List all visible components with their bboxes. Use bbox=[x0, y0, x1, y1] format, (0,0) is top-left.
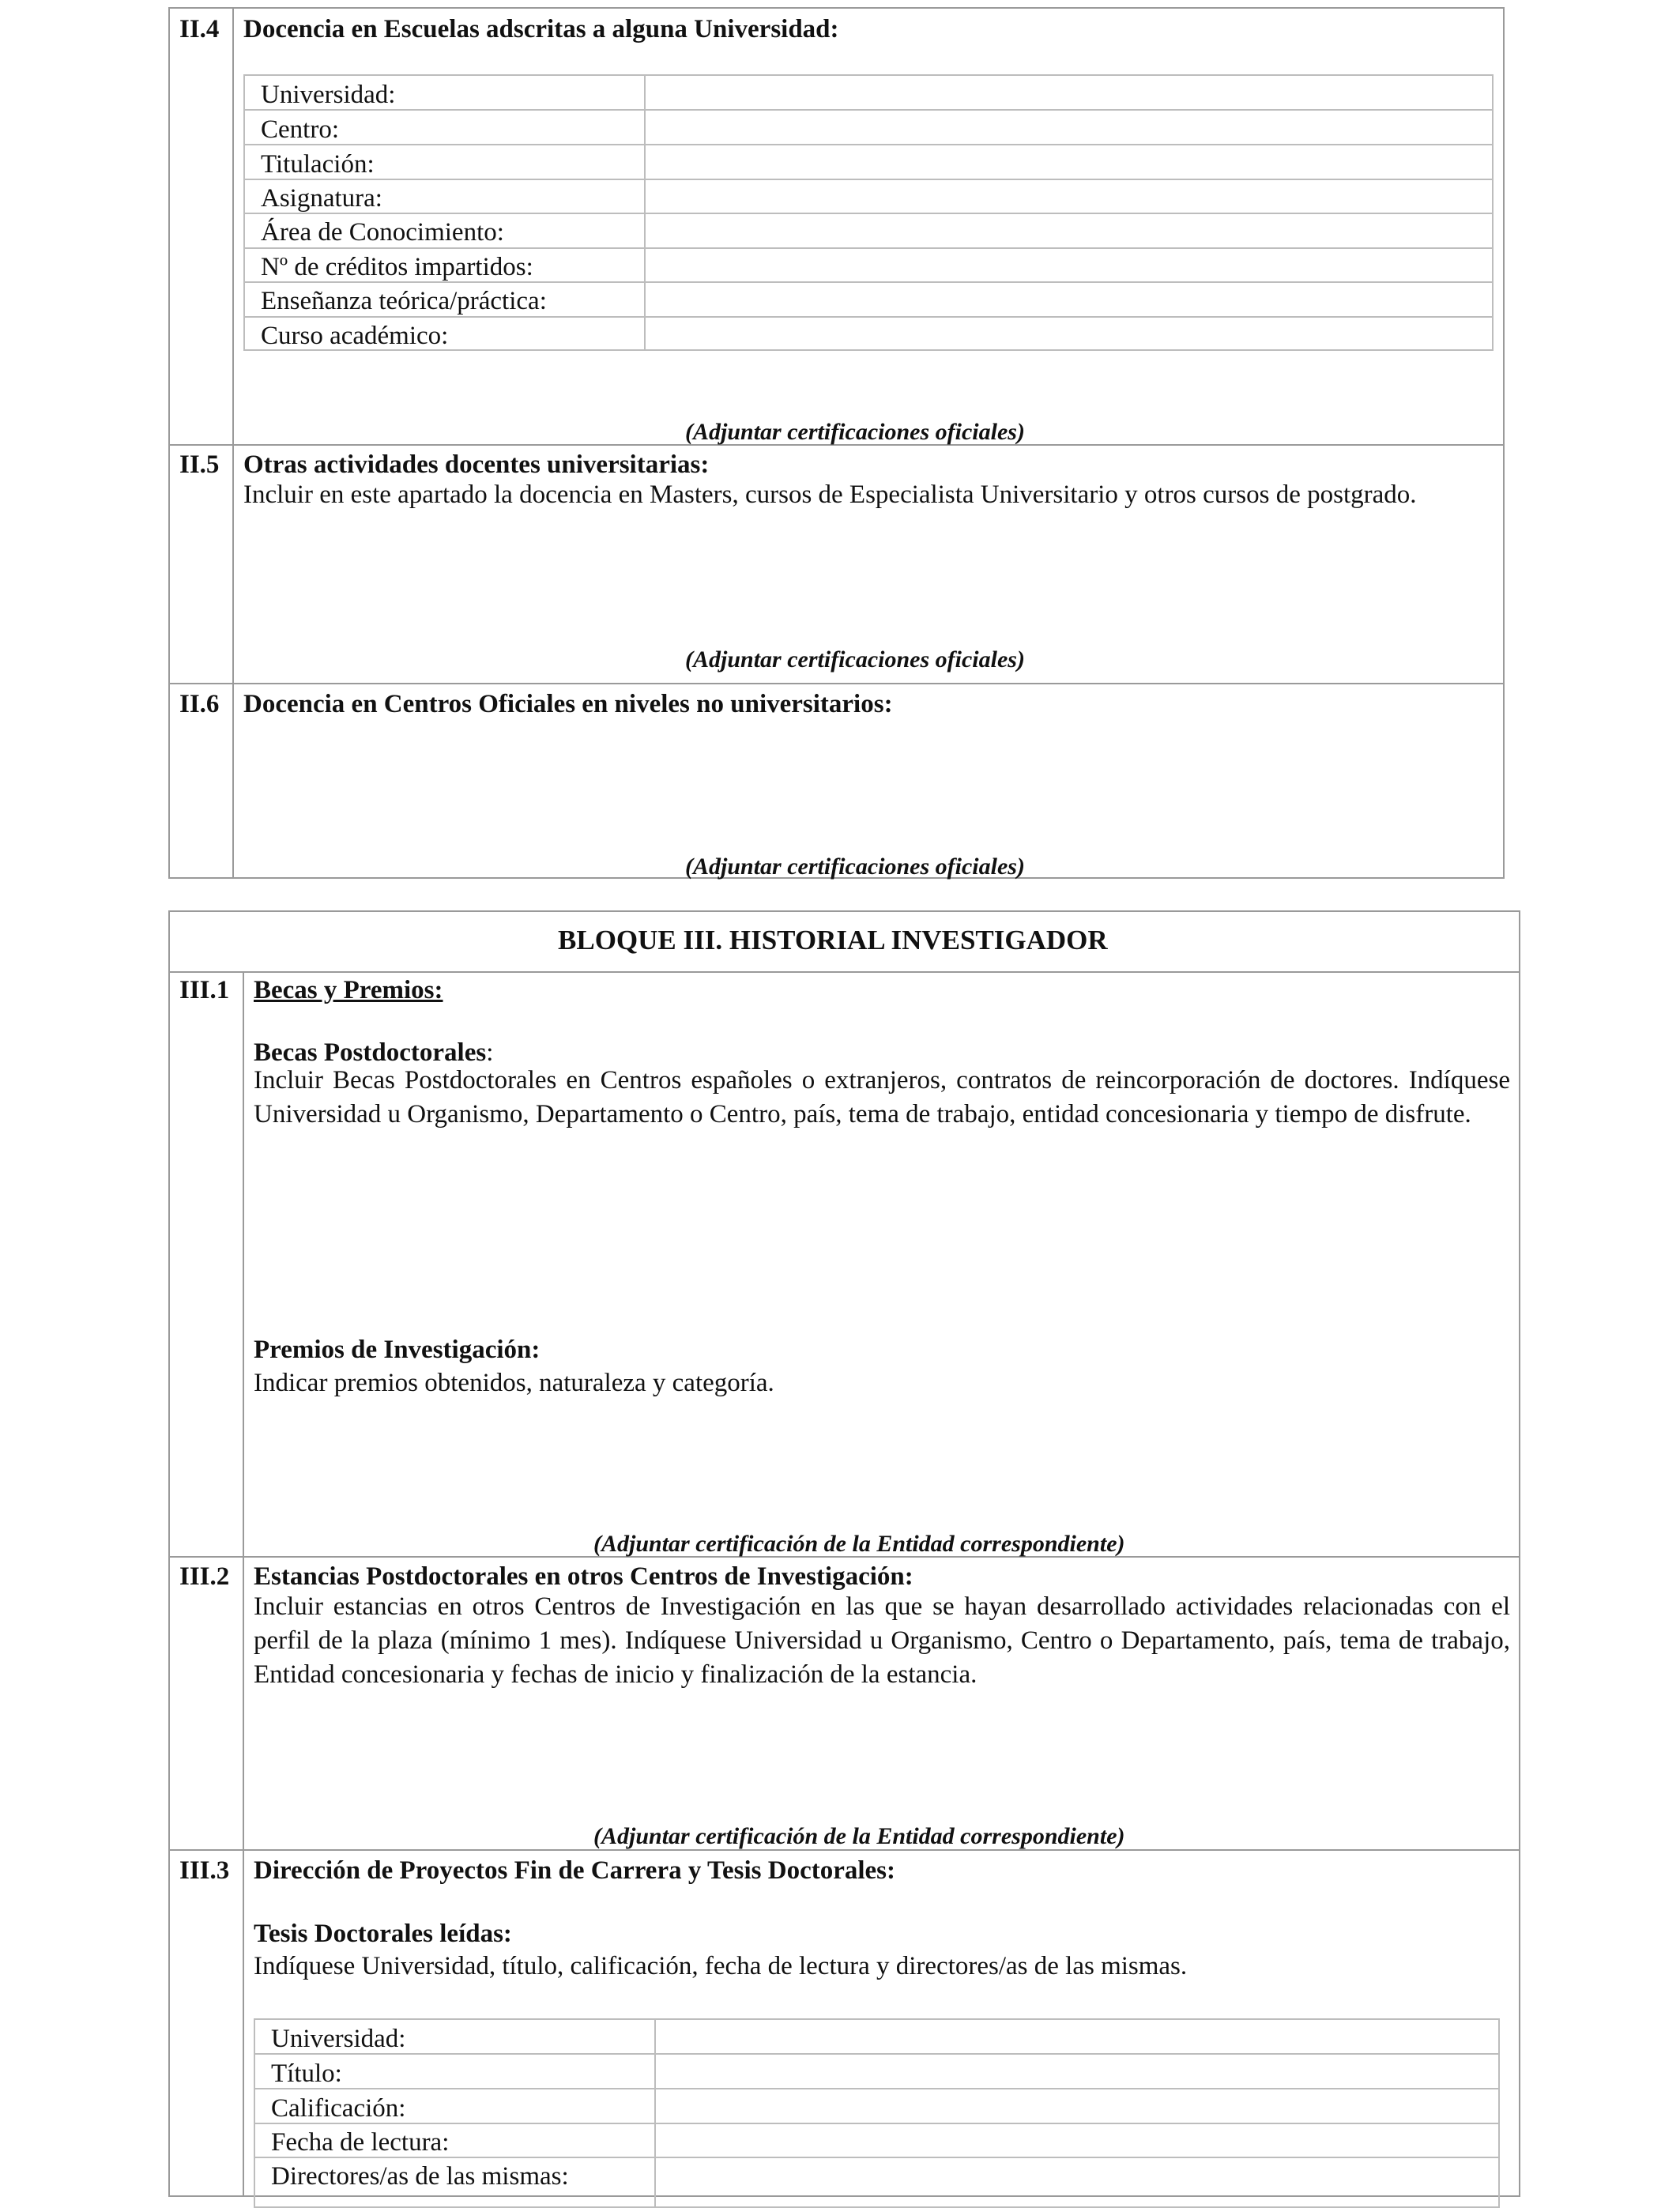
field-value-fecha-lectura[interactable] bbox=[656, 2124, 1498, 2157]
field-label-centro: Centro: bbox=[261, 115, 339, 144]
row-divider bbox=[170, 1849, 1519, 1851]
section-number-ii4: II.4 bbox=[179, 15, 220, 43]
field-label-universidad: Universidad: bbox=[261, 81, 396, 109]
field-label-fecha-lectura: Fecha de lectura: bbox=[271, 2128, 450, 2157]
field-value-titulacion[interactable] bbox=[646, 145, 1492, 179]
certification-note-ii6: (Adjuntar certificaciones oficiales) bbox=[685, 853, 1025, 880]
becas-subtitle bbox=[254, 1040, 493, 1066]
number-column-divider bbox=[243, 971, 244, 2195]
becas-subtitle-text: Becas Postdoctorales bbox=[254, 1038, 487, 1067]
tesis-description: Indíquese Universidad, título, calificación, fecha de lectura y directores/as de las mismas. bbox=[254, 1952, 1188, 1980]
block-heading: BLOQUE III. HISTORIAL INVESTIGADOR bbox=[558, 925, 1108, 955]
heading-divider bbox=[170, 971, 1519, 973]
block-iii-table bbox=[168, 910, 1520, 2197]
field-value-centro[interactable] bbox=[646, 111, 1492, 144]
field-value-ensenanza[interactable] bbox=[646, 283, 1492, 316]
field-label-directores: Directores/as de las mismas: bbox=[271, 2162, 569, 2191]
field-value-creditos[interactable] bbox=[646, 249, 1492, 281]
field-value-calificacion[interactable] bbox=[656, 2089, 1498, 2123]
section-title-iii2: Estancias Postdoctorales en otros Centros de Investigación: bbox=[254, 1562, 913, 1591]
field-label-curso: Curso académico: bbox=[261, 322, 449, 350]
field-label-ensenanza: Enseñanza teórica/práctica: bbox=[261, 287, 547, 315]
field-value-titulo[interactable] bbox=[656, 2055, 1498, 2088]
field-label-universidad: Universidad: bbox=[271, 2025, 406, 2053]
field-label-calificacion: Calificación: bbox=[271, 2094, 406, 2123]
field-label-titulo: Título: bbox=[271, 2059, 342, 2088]
school-teaching-form bbox=[243, 74, 1494, 351]
certification-note-ii5: (Adjuntar certificaciones oficiales) bbox=[685, 646, 1025, 673]
field-value-asignatura[interactable] bbox=[646, 180, 1492, 213]
estancias-description: Incluir estancias en otros Centros de Investigación en las que se hayan desarrollado actividades relacionadas con el perfil de la plaza (mínimo 1 mes). Indíquese Universidad u Organismo, Centro o Departamento, país, tema de trabajo, Entidad concesionaria y fechas de inicio y finalización de la estancia. bbox=[254, 1592, 1510, 1689]
becas-description: Incluir Becas Postdoctorales en Centros españoles o extranjeros, contratos de reincorporación de doctores. Indíquese Universidad u Organismo, Departamento o Centro, país, tema de trabajo, entidad concesionaria y tiempo de disfrute. bbox=[254, 1066, 1510, 1128]
section-title-ii4: Docencia en Escuelas adscritas a alguna Universidad: bbox=[243, 15, 839, 43]
field-value-curso[interactable] bbox=[646, 318, 1492, 351]
premios-subtitle: Premios de Investigación: bbox=[254, 1336, 541, 1364]
number-column-divider bbox=[232, 9, 234, 877]
premios-description: Indicar premios obtenidos, naturaleza y categoría. bbox=[254, 1369, 774, 1397]
section-number-iii1: III.1 bbox=[179, 976, 230, 1004]
section-number-iii2: III.2 bbox=[179, 1562, 230, 1591]
section-description-ii5: Incluir en este apartado la docencia en Masters, cursos de Especialista Universitario y otros cursos de postgrado. bbox=[243, 480, 1417, 509]
certification-note-iii2: (Adjuntar certificación de la Entidad correspondiente) bbox=[593, 1823, 1125, 1849]
field-value-area[interactable] bbox=[646, 214, 1492, 247]
section-title-iii3: Dirección de Proyectos Fin de Carrera y Tesis Doctorales: bbox=[254, 1856, 895, 1885]
certification-note-ii4: (Adjuntar certificaciones oficiales) bbox=[685, 419, 1025, 445]
field-label-asignatura: Asignatura: bbox=[261, 184, 382, 213]
section-number-ii5: II.5 bbox=[179, 450, 220, 479]
field-label-titulacion: Titulación: bbox=[261, 150, 375, 179]
field-value-directores[interactable] bbox=[656, 2158, 1498, 2191]
section-title-ii5: Otras actividades docentes universitarias: bbox=[243, 450, 710, 479]
section-number-ii6: II.6 bbox=[179, 690, 220, 718]
row-divider bbox=[170, 683, 1503, 684]
certification-note-iii1: (Adjuntar certificación de la Entidad correspondiente) bbox=[593, 1531, 1125, 1557]
section-number-iii3: III.3 bbox=[179, 1856, 230, 1885]
field-label-area: Área de Conocimiento: bbox=[261, 218, 504, 247]
thesis-form bbox=[254, 2018, 1500, 2208]
field-value-universidad[interactable] bbox=[646, 76, 1492, 109]
tesis-subtitle: Tesis Doctorales leídas: bbox=[254, 1920, 512, 1948]
field-value-universidad[interactable] bbox=[656, 2020, 1498, 2053]
section-title-ii6: Docencia en Centros Oficiales en niveles no universitarios: bbox=[243, 690, 893, 718]
section-ii-table bbox=[168, 7, 1505, 879]
field-label-creditos: Nº de créditos impartidos: bbox=[261, 253, 533, 281]
becas-subtitle-colon: : bbox=[486, 1038, 494, 1067]
section-title-iii1: Becas y Premios: bbox=[254, 976, 443, 1004]
